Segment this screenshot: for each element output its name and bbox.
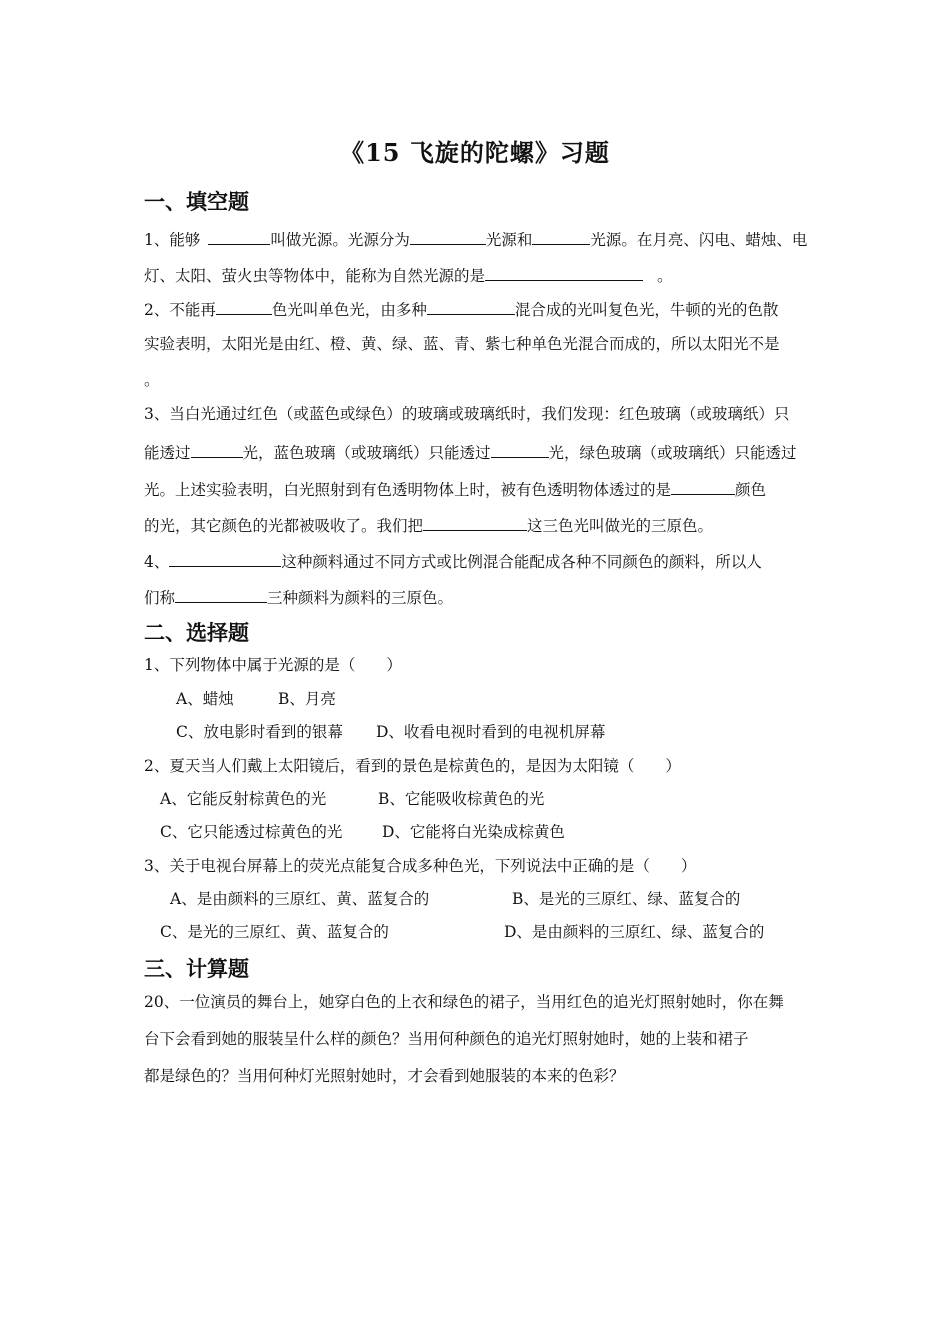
text: 1、能够 — [144, 231, 201, 249]
choice-q2-option-d[interactable]: D、它能将白光染成棕黄色 — [382, 823, 565, 841]
text: 4、 — [144, 553, 170, 571]
fill-q1-line1 — [144, 228, 810, 250]
page-title: 《15 飞旋的陀螺》习题 — [340, 138, 610, 167]
calc-q20-line3: 都是绿色的？当用何种灯光照射她时，才会看到她服装的本来的色彩？ — [144, 1067, 625, 1085]
text: 光，绿色玻璃（或玻璃纸）只能透过 — [548, 444, 797, 462]
answer-blank[interactable] — [410, 228, 486, 245]
calc-q20-line2: 台下会看到她的服装呈什么样的颜色？当用何种颜色的追光灯照射她时，她的上装和裙子 — [144, 1030, 749, 1048]
fill-q3-line3 — [144, 478, 810, 500]
text: 光。上述实验表明，白光照射到有色透明物体上时，被有色透明物体透过的是 — [144, 481, 672, 499]
fill-q4-line2 — [144, 586, 810, 608]
choice-q1-option-a[interactable]: A、蜡烛 — [176, 690, 234, 708]
section-fill-heading: 一、填空题 — [144, 190, 249, 214]
calc-q20-line1: 20、一位演员的舞台上，她穿白色的上衣和绿色的裙子，当用红色的追光灯照射她时，你在舞 — [144, 993, 784, 1011]
choice-q3-option-d[interactable]: D、是由颜料的三原红、绿、蓝复合的 — [504, 923, 765, 941]
fill-q3-line1: 3、当白光通过红色（或蓝色或绿色）的玻璃或玻璃纸时，我们发现：红色玻璃（或玻璃纸）只 — [144, 405, 790, 423]
answer-blank[interactable] — [216, 298, 272, 315]
text: 光，蓝色玻璃（或玻璃纸）只能透过 — [242, 444, 491, 462]
answer-blank[interactable] — [208, 228, 270, 245]
choice-q2-option-c[interactable]: C、它只能透过棕黄色的光 — [160, 823, 343, 841]
text: 光源。在月亮、闪电、蜡烛、电 — [590, 231, 808, 249]
answer-blank[interactable] — [175, 586, 267, 603]
fill-q3-line2 — [144, 441, 810, 463]
fill-q2-line3: 。 — [144, 371, 160, 389]
choice-q2-option-b[interactable]: B、它能吸收棕黄色的光 — [378, 790, 545, 808]
text: 叫做光源。光源分为 — [270, 231, 410, 249]
choice-q3-stem: 3、关于电视台屏幕上的荧光点能复合成多种色光，下列说法中正确的是（ ） — [144, 857, 697, 875]
answer-blank[interactable] — [169, 550, 281, 567]
text: 色光叫单色光，由多种 — [271, 301, 427, 319]
fill-q2-line2: 实验表明，太阳光是由红、橙、黄、绿、蓝、青、紫七种单色光混合而成的，所以太阳光不是 — [144, 335, 780, 353]
fill-q3-line4 — [144, 514, 810, 536]
fill-q1-line2 — [144, 264, 810, 286]
text: 能透过 — [144, 444, 191, 462]
text: 光源和 — [485, 231, 533, 249]
choice-q1-option-c[interactable]: C、放电影时看到的银幕 — [176, 723, 343, 741]
choice-q1-option-d[interactable]: D、收看电视时看到的电视机屏幕 — [376, 723, 606, 741]
section-choice-heading: 二、选择题 — [144, 621, 249, 645]
fill-q4-line1 — [144, 550, 810, 572]
text: 。 — [657, 267, 673, 285]
answer-blank[interactable] — [671, 478, 735, 495]
text: 三种颜料为颜料的三原色。 — [267, 589, 454, 607]
answer-blank[interactable] — [427, 298, 515, 315]
text: 灯、太阳、萤火虫等物体中，能称为自然光源的是 — [144, 267, 486, 285]
text: 这三色光叫做光的三原色。 — [527, 517, 714, 535]
text: 这种颜料通过不同方式或比例混合能配成各种不同颜色的颜料，所以人 — [281, 553, 762, 571]
text: 颜色 — [735, 481, 767, 499]
answer-blank[interactable] — [491, 441, 549, 458]
choice-q1-option-b[interactable]: B、月亮 — [278, 690, 336, 708]
section-calc-heading: 三、计算题 — [144, 957, 249, 981]
fill-q2-line1 — [144, 298, 810, 320]
text: 混合成的光叫复色光，牛顿的光的色散 — [514, 301, 779, 319]
answer-blank[interactable] — [423, 514, 527, 531]
text: 2、不能再 — [144, 301, 216, 319]
choice-q3-option-c[interactable]: C、是光的三原红、黄、蓝复合的 — [160, 923, 389, 941]
choice-q2-stem: 2、夏天当人们戴上太阳镜后，看到的景色是棕黄色的，是因为太阳镜（ ） — [144, 757, 681, 775]
answer-blank[interactable] — [485, 264, 643, 281]
choice-q3-option-a[interactable]: A、是由颜料的三原红、黄、蓝复合的 — [170, 890, 430, 908]
text: 们称 — [144, 589, 176, 607]
answer-blank[interactable] — [532, 228, 590, 245]
text: 的光，其它颜色的光都被吸收了。我们把 — [144, 517, 424, 535]
choice-q2-option-a[interactable]: A、它能反射棕黄色的光 — [160, 790, 327, 808]
choice-q1-stem: 1、下列物体中属于光源的是（ ） — [144, 656, 402, 674]
answer-blank[interactable] — [191, 441, 243, 458]
choice-q3-option-b[interactable]: B、是光的三原红、绿、蓝复合的 — [512, 890, 741, 908]
